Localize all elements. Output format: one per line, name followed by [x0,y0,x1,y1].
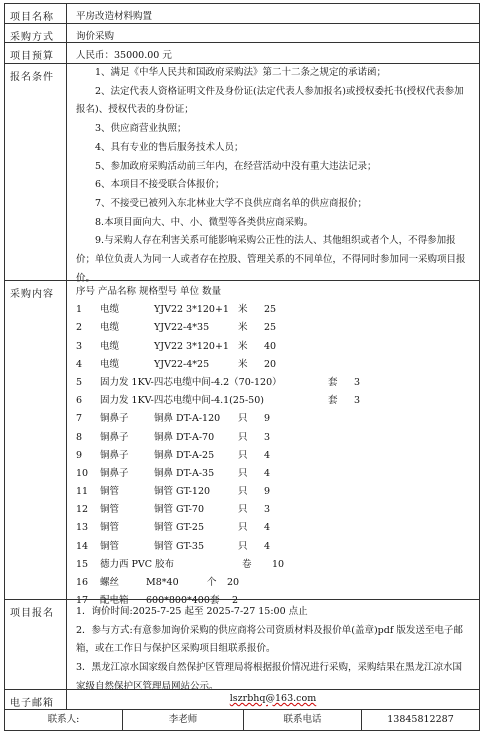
content-items [76,301,479,610]
content-item-unit: 套 [328,376,338,388]
budget-value: 人民币：35000.00 元 [76,50,172,61]
content-item-spec: YJV22 3*120+1 [154,304,229,316]
content-item [76,519,479,537]
content-item-name: 铜管 [100,540,120,552]
content-item-unit: 只 [238,540,248,552]
content-label: 采购内容 [5,281,67,599]
registration-label: 项目报名 [5,600,67,689]
content-item [76,301,479,319]
content-item-qty: 3 [354,376,361,388]
registration-item: 1．询价时间:2025-7-25 起至 2025-7-27 15:00 点止 [76,606,308,617]
content-item-no: 12 [76,504,89,516]
content-item-spec: 铜管 GT-120 [154,486,211,498]
content-item-spec: M8*40 [146,577,179,588]
content-item [76,447,479,465]
content-item [76,538,479,556]
content-item-qty: 4 [264,449,271,461]
budget-label: 项目预算 [5,43,67,63]
content-header: 序号 产品名称 规格型号 单位 数量 [76,286,222,297]
content-item-no: 11 [76,486,89,498]
content-item [76,356,479,374]
email-label: 电子邮箱 [5,690,67,709]
content-item-unit: 只 [238,504,248,516]
procurement-method-label: 采购方式 [5,24,67,42]
content-item-no: 6 [76,395,83,407]
content-item-unit: 只 [238,431,248,443]
content-item [76,429,479,447]
project-name-value: 平房改造材料购置 [76,11,153,22]
conditions-label: 报名条件 [5,64,67,280]
condition-item: 7、不接受已被列入东北林业大学不良供应商名单的供应商报价； [95,197,368,209]
contact-name: 李老师 [123,710,244,730]
procurement-notice-table [4,3,480,731]
content-item-qty: 3 [264,504,271,516]
condition-item: 5、参加政府采购活动前三年内，在经营活动中没有重大违法记录； [95,160,377,172]
content-item-no: 16 [76,577,89,588]
budget-row [4,42,480,63]
content-item [76,465,479,483]
content-item-name: 铜鼻子 [100,467,129,479]
content-item-spec: 铜鼻 DT-A-70 [154,431,215,443]
content-item-name: 固力发 1KV-四芯电缆中间-4.2（70-120） [100,376,282,388]
content-row [4,280,480,607]
content-item-qty: 40 [264,340,277,352]
content-item-no: 17 [76,595,89,607]
procurement-method-row [4,23,480,42]
content-item [76,338,479,356]
contact-phone: 13845812287 [387,714,454,725]
content-item-unit: 米 [238,304,248,316]
registration-item: 3．黑龙江凉水国家级自然保护区管理局将根据报价情况进行采购，采购结果在黑龙江凉水国家级自然保护区管理局网站公示。 [76,662,463,692]
content-item-name: 铜鼻子 [100,413,129,425]
content-item-no: 10 [76,467,89,479]
condition-item: 4、具有专业的售后服务技术人员； [95,141,244,153]
content-item-spec: 铜管 GT-25 [154,522,205,534]
project-name-label: 项目名称 [5,4,67,23]
content-item-qty: 9 [264,486,271,498]
content-item-qty: 3 [354,395,361,407]
content-item-unit: 只 [238,522,248,534]
registration-row [4,599,480,692]
content-list [67,281,479,607]
content-item-qty: 2 [232,595,239,607]
procurement-method-value: 询价采购 [76,31,115,42]
content-item-unit: 只 [238,413,248,425]
content-item-no: 5 [76,376,83,388]
content-item-unit: 个 [207,577,217,588]
content-item-qty: 9 [264,413,271,425]
condition-item: 9.与采购人存在利害关系可能影响采购公正性的法人、其他组织或者个人，不得参加报价；单位负责人为同一人或者存在控股、管理关系的不同单位，不得同时参加同一采购项目报价。 [76,235,466,284]
content-item-qty: 25 [264,304,277,316]
content-item-name: 铜管 [100,522,120,534]
project-name-row [4,3,480,23]
condition-item: 1、满足《中华人民共和国政府采购法》第二十二条之规定的承诺函； [95,67,387,78]
content-item-unit: 米 [238,322,248,334]
content-item [76,483,479,501]
content-item [76,392,479,410]
email-row [4,689,480,709]
condition-item: 3、供应商营业执照； [95,123,187,135]
condition-item: 6、本项目不接受联合体报价； [95,179,225,191]
content-item [76,410,479,428]
content-item-unit: 只 [238,449,248,461]
content-item-no: 4 [76,358,83,370]
content-item-no: 15 [76,558,89,570]
conditions-list [67,64,479,284]
content-item-no: 14 [76,540,89,552]
content-item-qty: 20 [227,577,240,588]
content-item-name: 铜鼻子 [100,449,129,461]
content-item-spec: 铜鼻 DT-A-25 [154,449,215,461]
content-item-qty: 4 [264,540,271,552]
content-item-qty: 4 [264,467,271,479]
content-item-qty: 20 [264,358,277,370]
content-item-unit: 只 [238,467,248,479]
content-item-qty: 4 [264,522,271,534]
conditions-row [4,63,480,284]
content-item-no: 7 [76,413,83,425]
content-item-qty: 10 [272,558,285,570]
content-item-unit: 米 [238,340,248,352]
content-item-no: 1 [76,304,83,316]
condition-item: 8.本项目面向大、中、小、微型等各类供应商采购。 [95,216,314,228]
content-item-name: 配电箱 [100,595,129,607]
content-item-no: 8 [76,431,83,443]
content-item-name: 电缆 [100,304,120,316]
content-item-no: 9 [76,449,83,461]
contact-label: 联系人: [5,710,123,730]
content-item-no: 13 [76,522,89,534]
content-item-unit: 套 [210,595,220,607]
content-item-name: 铜鼻子 [100,431,129,443]
content-item-spec: 铜管 GT-70 [154,504,205,516]
content-item-spec: YJV22 3*120+1 [154,340,229,352]
content-item [76,319,479,337]
contact-phone-label: 联系电话 [244,710,362,730]
content-item-spec: 铜鼻 DT-A-35 [154,467,215,479]
content-item [76,374,479,392]
content-item [76,556,479,574]
content-item-qty: 3 [264,431,271,443]
content-item [76,574,479,592]
condition-item: 2、法定代表人资格证明文件及身份证(法定代表人参加报名)或授权委托书(授权代表参加报名)、授权代表的身份证； [76,85,464,116]
content-item-name: 电缆 [100,322,120,334]
content-item-name: 铜管 [100,504,120,516]
content-item-name: 德力西 PVC 胶布 [100,558,175,570]
content-item-no: 2 [76,322,83,334]
content-item-name: 电缆 [100,340,120,352]
registration-text [67,600,479,692]
content-item-spec: YJV22-4*25 [154,358,210,370]
content-item-qty: 25 [264,322,277,334]
content-item-spec: YJV22-4*35 [154,322,210,334]
content-item-unit: 米 [238,358,248,370]
content-item-name: 固力发 1KV-四芯电缆中间-4.1(25-50) [100,395,264,407]
content-item-unit: 只 [238,486,248,498]
content-item-spec: 铜管 GT-35 [154,540,205,552]
content-item-name: 螺丝 [100,577,120,588]
content-item [76,501,479,519]
content-item-spec: 铜鼻 DT-A-120 [154,413,221,425]
registration-item: 2．参与方式:有意参加询价采购的供应商将公司资质材料及报价单(盖章)pdf 版发送至电子邮箱，或在工作日与保护区采购项目组联系报价。 [76,624,463,655]
content-item-spec: 600*800*400 [146,595,210,607]
content-item-name: 铜管 [100,486,120,498]
content-item-unit: 套 [328,395,338,407]
email-link[interactable]: lszrbhq@163.com [229,693,317,704]
email-cell [67,690,479,709]
content-item-unit: 卷 [242,558,252,570]
content-item-no: 3 [76,340,83,352]
content-item-name: 电缆 [100,358,120,370]
contact-row [4,709,480,731]
